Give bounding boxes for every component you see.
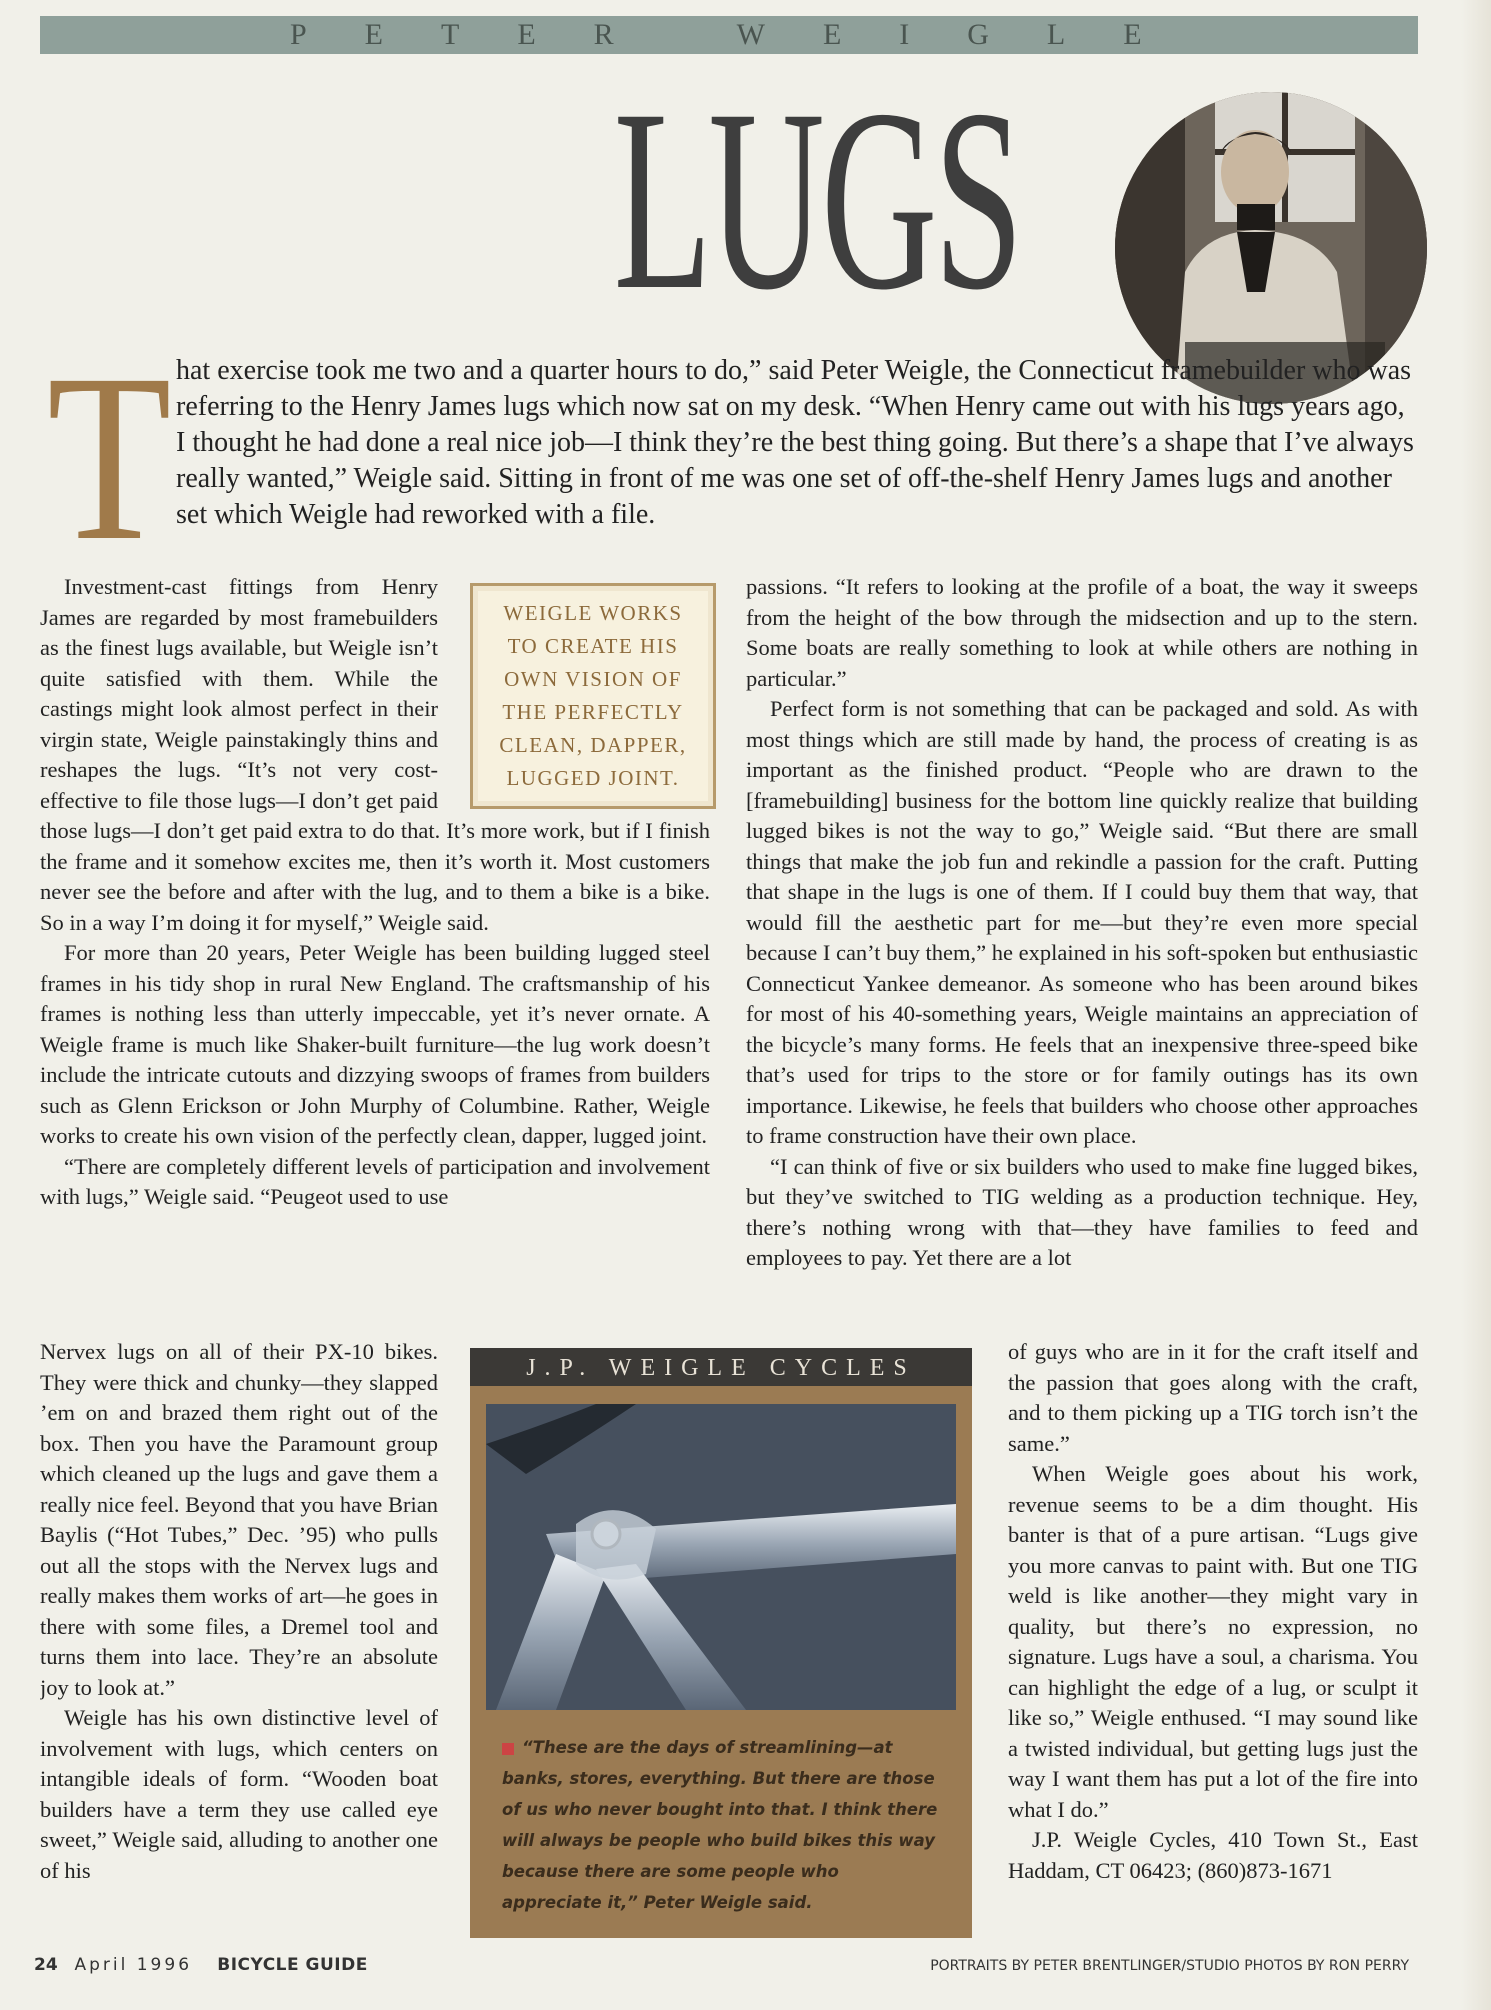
sidebar-caption: “These are the days of streamlining—at banks, stores, everything. But there are those of us who never bought into that. I think there will always be people who build bikes this way because there are some people who appreciate it,” Peter Weigle said. bbox=[502, 1738, 938, 1912]
col1-paragraph-2: For more than 20 years, Peter Weigle has been building lugged steel frames in his tidy shop in rural New England. The craftsmanship of his frames is nothing less than utterly impeccable, yet it’s never ornate. A Weigle frame is much like Shaker-built furniture—the lug work doesn’t include the intricate cutouts and dizzying swoops of frames from builders such as Glenn Erickson or John Murphy of Columbine. Rather, Weigle works to create his own vision of the perfectly clean, dapper, lugged joint. bbox=[40, 940, 710, 1148]
column-2-top bbox=[746, 572, 1418, 1342]
col2-address: J.P. Weigle Cycles, 410 Town St., East Haddam, CT 06423; (860)873-1671 bbox=[1008, 1827, 1418, 1883]
column-1-middle bbox=[40, 816, 710, 1346]
col1-paragraph-3-cont: Nervex lugs on all of their PX-10 bikes. They were thick and chunky—they slapped ’em on and brazed them right out of the box. Then you have the Paramount group which cleaned up the lugs and gave them a really nice feel. Beyond that you have Brian Baylis (“Hot Tubes,” Dec. ’95) who pulls out all the stops with the Nervex lugs and really makes them works of art—he goes in there with some files, a Dremel tool and turns them into lace. They’re an absolute joy to look at.” bbox=[40, 1339, 438, 1700]
lug-image bbox=[486, 1404, 956, 1710]
bicycle-lug-photo bbox=[486, 1404, 956, 1710]
col1-paragraph-3: “There are completely different levels of participation and involvement with lugs,” Weigle said. “Peugeot used to use bbox=[40, 1153, 710, 1209]
col1-paragraph-1: Investment-cast fittings from Henry James are regarded by most framebuilders as the finest lugs available, but Weigle isn’t quite satisfied with them. While the castings might look almost perfect in their virgin state, Weigle painstakingly thins and reshapes the lugs. “It’s not very cost-effective to file those lugs—I don’t get paid bbox=[40, 574, 438, 813]
intro-text: hat exercise took me two and a quarter hours to do,” said Peter Weigle, the Connecticut framebuilder who was referring to the Henry James lugs which now sat on my desk. “When Henry came out with his lugs years ago, I thought he had done a real nice job—I think they’re the best thing going. But there’s a shape that I’ve always really wanted,” Weigle said. Sitting in front of me was one set of off-the-shelf Henry James lugs and another set which Weigle had reworked with a file. bbox=[176, 355, 1414, 530]
col2-paragraph-4: When Weigle goes about his work, revenue seems to be a dim thought. His banter is that of a pure artisan. “Lugs give you more canvas to paint with. But one TIG weld is like another—they might vary in quality, but there’s no expression, no signature. Lugs have a soul, a charisma. You can highlight the edge of a lug, or sculpt it like so,” Weigle enthused. “I may sound like a twisted individual, but getting lugs just the way I want them has put a lot of the fire into what I do.” bbox=[1008, 1461, 1418, 1822]
col2-paragraph-3-cont: of guys who are in it for the craft itself and the passion that goes along with the craft, and to them picking up a TIG torch isn’t the same.” bbox=[1008, 1339, 1418, 1456]
col2-paragraph-2: Perfect form is not something that can be packaged and sold. As with most things which are still made by hand, the process of creating is as important as the finished product. “People who are drawn to the [framebuilding] business for the bottom line quickly realize that building lugged bikes is not the way to go,” Weigle said. “But there are small things that make the job fun and rekindle a passion for the craft. Putting that shape in the lugs is one of them. If I could buy them that way, that would fill the aesthetic part for me—but they’re even more special because I can’t buy them,” he explained in his soft-spoken but enthusiastic Connecticut Yankee demeanor. As someone who has been around bikes for most of his 40-something years, Weigle maintains an appreciation of the bicycle’s many forms. He feels that an inexpensive three-speed bike that’s used for trips to the store or for family outings has its own importance. Likewise, he feels that builders who choose other approaches to frame construction have their own place. bbox=[746, 696, 1418, 1148]
header-banner bbox=[40, 16, 1418, 54]
banner-text: PETER WEIGLE bbox=[290, 18, 1200, 51]
pull-quote-box bbox=[470, 583, 716, 809]
col1-paragraph-4: Weigle has his own distinctive level of involvement with lugs, which centers on intangible ideals of form. “Wooden boat builders have a term they use called eye sweet,” Weigle said, alluding to another one of his bbox=[40, 1705, 438, 1883]
page-edge bbox=[1461, 0, 1491, 2010]
magazine-name: BICYCLE GUIDE bbox=[217, 1955, 368, 1975]
column-1-top bbox=[40, 572, 438, 816]
bullet-icon bbox=[502, 1743, 514, 1755]
col2-paragraph-1: passions. “It refers to looking at the profile of a boat, the way it sweeps from the height of the bow through the midsection and up to the stern. Some boats are really something to look at while others are nothing in particular.” bbox=[746, 574, 1418, 691]
sidebar-heading: J.P. WEIGLE CYCLES bbox=[470, 1348, 972, 1386]
pull-quote-text: WEIGLE WORKS TO CREATE HIS OWN VISION OF THE PERFECTLY CLEAN, DAPPER, LUGGED JOINT. bbox=[499, 601, 687, 790]
col1-paragraph-1-cont: those lugs—I don’t get paid extra to do that. It’s more work, but if I finish the frame and it somehow excites me, then it’s worth it. Most customers never see the before and after with the lug, and to them a bike is a bike. So in a way I’m doing it for myself,” Weigle said. bbox=[40, 818, 710, 935]
intro-paragraph bbox=[176, 353, 1416, 533]
drop-cap: T bbox=[47, 324, 172, 590]
page-number: 24 bbox=[34, 1955, 58, 1975]
col2-paragraph-3: “I can think of five or six builders who used to make fine lugged bikes, but they’ve switched to TIG welding as a production technique. Hey, there’s nothing wrong with that—they have families to feed and employees to pay. Yet there are a lot bbox=[746, 1153, 1418, 1270]
column-1-bottom bbox=[40, 1337, 438, 1937]
page-footer-left bbox=[34, 1955, 368, 1975]
issue-date: April 1996 bbox=[74, 1955, 193, 1975]
article-title: LUGS bbox=[613, 56, 1020, 344]
column-2-bottom bbox=[1008, 1337, 1418, 1942]
sidebar-box bbox=[470, 1348, 972, 1938]
photo-credits: PORTRAITS BY PETER BRENTLINGER/STUDIO PHOTOS BY RON PERRY bbox=[930, 1958, 1409, 1974]
